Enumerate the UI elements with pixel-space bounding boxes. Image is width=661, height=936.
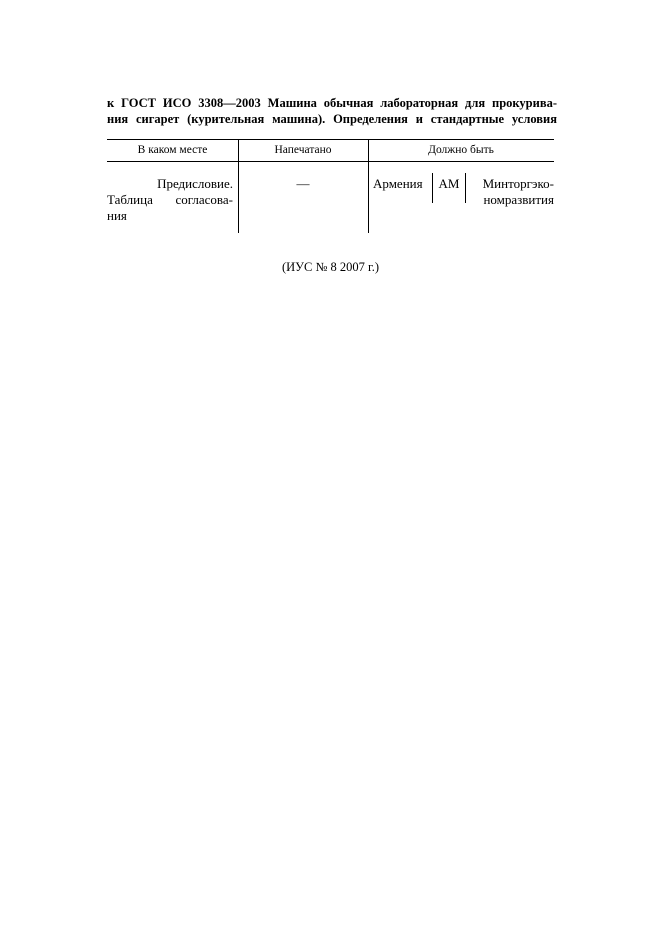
table-header-rule bbox=[107, 161, 554, 162]
row-place-line-3: ния bbox=[107, 208, 127, 223]
row-agency-line-1: Минторгэко- bbox=[482, 176, 554, 191]
header-printed: Напечатано bbox=[274, 144, 332, 156]
row-place-line-2: Таблица согласова- bbox=[107, 192, 233, 207]
row-place-line-1: Предисловие. bbox=[157, 176, 233, 191]
row-printed: — bbox=[296, 176, 310, 191]
row-country: Армения bbox=[373, 176, 423, 191]
table-top-rule bbox=[107, 139, 554, 140]
heading-line-1: к ГОСТ ИСО 3308—2003 Машина обычная лабораторная для прокурива- bbox=[107, 96, 557, 110]
amendment-heading bbox=[107, 95, 557, 127]
sub-divider-2 bbox=[465, 173, 466, 203]
header-should-be: Должно быть bbox=[428, 144, 494, 156]
heading-line-2: ния сигарет (курительная машина). Определения и стандартные условия bbox=[107, 112, 557, 126]
header-place: В каком месте bbox=[137, 144, 208, 156]
row-agency-line-2: номразвития bbox=[483, 192, 554, 207]
source-reference: (ИУС № 8 2007 г.) bbox=[281, 260, 380, 274]
row-code: АМ bbox=[438, 176, 460, 191]
